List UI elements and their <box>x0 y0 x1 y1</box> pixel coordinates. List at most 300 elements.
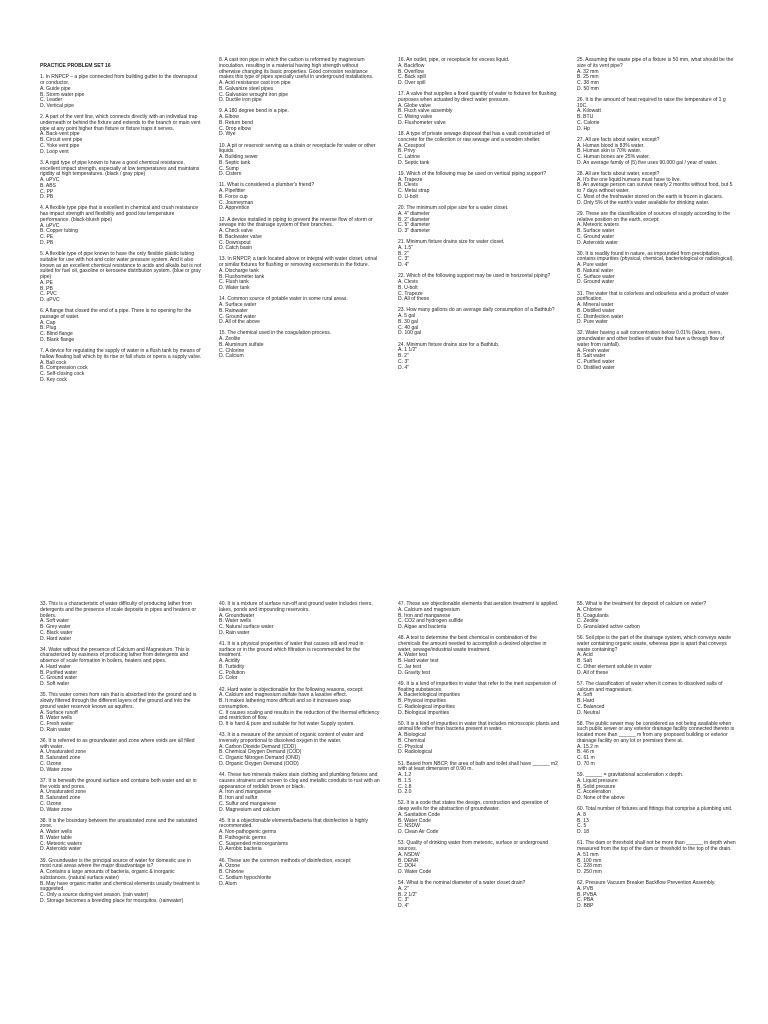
answer-option: D. 3" diameter <box>398 228 431 235</box>
answer-option: D. Rain water <box>40 726 71 733</box>
answer-option: C. Trapeze <box>398 290 423 297</box>
answer-option: D. Vertical pipe <box>40 103 74 109</box>
answer-option: B. Flush valve assembly <box>398 108 453 115</box>
question-item <box>219 819 381 854</box>
answer-option: C. CO2 and hydrogen sulfide <box>398 618 464 625</box>
answer-option: D. Hard water <box>40 635 72 642</box>
question-stem: 54. What is the nominal diameter of a water closet drain? <box>398 880 526 887</box>
question-stem: 56. Soil pipe is the part of the drainage system, which conveys waste water containing organic waste, whereas pipe is apart that conveys waste containing? <box>577 635 732 653</box>
answer-option: B. Distilled water <box>577 307 615 314</box>
question-item <box>398 841 560 876</box>
answer-option: B. 2 1/2" <box>398 891 418 898</box>
question-item <box>219 297 381 326</box>
answer-option: D. All of the above <box>219 319 260 326</box>
answer-option: D. 250 mm <box>577 869 602 876</box>
answer-option: D. Alum <box>219 880 237 887</box>
question-stem: 46. These are the common methods of disinfection, except: <box>219 857 352 864</box>
answer-option: A. Fresh water <box>577 347 610 354</box>
answer-option: D. Catch basin <box>219 245 253 252</box>
question-item <box>40 602 202 642</box>
answer-option: A. Back-vent pipe <box>40 131 80 138</box>
answer-option: D. Calcium <box>219 353 244 360</box>
answer-option: B. Surface water <box>577 228 615 235</box>
question-item <box>398 132 560 167</box>
answer-option: C. Galvanize wrought iron pipe <box>219 91 289 98</box>
answer-option: A. Water wells <box>40 829 73 836</box>
answer-option: C. 61 m <box>577 755 595 762</box>
answer-option: A. Unsaturated zone <box>40 789 87 796</box>
answer-option: D. Flushometer valve <box>398 119 446 126</box>
question-item <box>577 292 737 327</box>
answer-option: B. Aluminum sulfate <box>219 341 264 348</box>
question-item <box>219 859 381 888</box>
answer-option: A. Surface runoff <box>40 709 78 716</box>
answer-option: C. NSDW <box>398 823 420 830</box>
question-item <box>40 349 202 384</box>
answer-option: C. Only a source during wet season. (rain water) <box>40 892 149 899</box>
question-item <box>398 801 560 836</box>
answer-option: A. 1 1/2" <box>398 347 418 354</box>
question-stem: 37. It is beneath the ground surface and contains both water and air in the voids and pores. <box>40 777 197 790</box>
column-3 <box>398 58 560 377</box>
answer-option: C. Journeyman <box>219 199 254 206</box>
answer-option: C. Human bones are 25% water. <box>577 154 650 161</box>
answer-option: D. 50 mm <box>577 85 599 92</box>
answer-option: D. Ductile iron pipe <box>219 97 262 104</box>
answer-option: C. PE <box>40 234 54 241</box>
answer-option: B. Overflow <box>398 68 425 75</box>
question-stem: 31. The water that is colorless and odourless and a product of water purification. <box>577 290 729 303</box>
answer-option: B. Hard <box>577 698 595 705</box>
answer-option: C. Mixing valve <box>398 114 433 121</box>
answer-option: C. Sump <box>219 165 239 172</box>
answer-option: D. Water zone <box>40 806 73 813</box>
answer-option: B. Salt <box>577 658 592 665</box>
answer-option: B. It makes lathering more difficult and so it increases soap consumption. <box>219 698 351 710</box>
question-item <box>40 75 202 110</box>
question-item <box>40 693 202 733</box>
answer-option: A. Surface water <box>219 302 257 309</box>
answer-option: C. Black water <box>40 629 73 636</box>
question-item <box>40 115 202 155</box>
answer-option: C. Drop elbow <box>219 125 251 132</box>
answer-option: A. Guide pipe <box>40 85 71 92</box>
answer-option: A. Kilowatt <box>577 108 601 115</box>
column-3 <box>398 602 560 915</box>
answer-option: B. Saturated zone <box>40 755 81 762</box>
question-item <box>577 58 737 93</box>
answer-option: A. It's the one liquid humans must have to live. <box>577 176 681 183</box>
answer-option: C. Organic Nitrogen Demand (OND) <box>219 755 301 762</box>
question-stem: 59. ______ = gravitational acceleration x depth. <box>577 772 684 779</box>
question-item <box>219 733 381 768</box>
answer-option: B. Galvanize steel pipes <box>219 85 274 92</box>
answer-option: B. Compression cock <box>40 365 88 372</box>
question-stem: 20. The minimum soil pipe size for a water closet. <box>398 205 509 212</box>
answer-option: D. Organic Oxygen Demand (OOD) <box>219 760 299 767</box>
question-stem: 12. A device installed in piping to prevent the reverse flow of storm or sewage into the drainage system of their branches. <box>219 216 373 229</box>
answer-option: D. Pure water <box>577 319 608 326</box>
answer-option: C. Ozone <box>40 800 62 807</box>
answer-option: D. Ground water <box>577 279 615 286</box>
question-item <box>398 206 560 235</box>
answer-option: C. Balanced <box>577 703 605 710</box>
answer-option: B. Water wells <box>219 618 252 625</box>
answer-option: D. Radiological <box>398 749 432 756</box>
answer-option: D. Granulated active carbon <box>577 624 640 630</box>
answer-option: A. Groundwater <box>219 612 255 619</box>
answer-option: A. Chlorine <box>577 606 602 613</box>
answer-option: C. Downspout <box>219 239 251 246</box>
answer-option: C. Suspended microorganisms <box>219 840 289 847</box>
answer-option: B. An average person can survive nearly 2 months without food, but 5 to 7 days without water. <box>577 182 733 195</box>
answer-option: B. Pathogenic germs <box>219 834 266 841</box>
question-item <box>577 881 737 910</box>
answer-option: A. uPVC <box>40 177 60 184</box>
answer-option: C. DOH <box>398 863 416 870</box>
column-1 <box>40 58 202 395</box>
answer-option: A. Trapeze <box>398 176 423 183</box>
answer-option: C. 3" <box>398 358 410 365</box>
question-stem: 9. A 180 degree bend in a pipe. <box>219 108 289 115</box>
question-stem: 21. Minimum fixture drains size for water closet. <box>398 239 505 246</box>
answer-option: A. uPVC <box>40 222 60 229</box>
answer-option: C. Sodium hypochlorite <box>219 874 272 881</box>
answer-option: C. Blind flange <box>40 331 73 338</box>
answer-option: D. PB <box>40 239 54 246</box>
question-item <box>40 819 202 854</box>
answer-option: C. Ozone <box>40 760 62 767</box>
question-stem: 45. It is a objectionable elements/bacteria that disinfection is highly recommended. <box>219 817 368 830</box>
question-item <box>577 722 737 768</box>
answer-option: C. Disinfection water <box>577 313 624 320</box>
answer-option: D. 4" <box>398 903 410 910</box>
answer-option: A. Unsaturated zone <box>40 749 87 756</box>
answer-option: B. Water Code <box>398 817 431 824</box>
answer-option: B. Coagulants <box>577 612 609 619</box>
answer-option: C. It causes scaling and results in the reduction of the thermal efficiency and restriction of flow. <box>219 709 380 722</box>
answer-option: C. Most of the freshwater stored on the earth is frozen in glaciers. <box>577 193 724 200</box>
question-item <box>577 331 737 371</box>
answer-option: C. Latrine <box>398 154 420 161</box>
answer-option: B. DENR <box>398 857 419 864</box>
answer-option: B. Force cup <box>219 193 248 200</box>
answer-option: C. PBA <box>577 897 594 904</box>
question-stem: 49. It is a kind of impurities in water that refer to the inert suspension of floating substances. <box>398 680 557 693</box>
answer-option: A. Check valve <box>219 228 253 235</box>
question-item <box>219 218 381 253</box>
answer-option: A. 1.5" <box>398 244 413 251</box>
question-item <box>577 682 737 717</box>
answer-option: B. Water table <box>40 834 72 841</box>
question-stem: 44. These two minerals makes stain clothing and plumbing fixtures and causes strainers and screen to clog and metallic conduits to rust with an appearance of reddish brown or black. <box>219 772 380 790</box>
question-item <box>577 636 737 676</box>
answer-option: A. Zeolite <box>219 336 241 343</box>
answer-option: D. Clean Air Code <box>398 829 439 836</box>
answer-option: C. 38 mm <box>577 80 599 86</box>
answer-option: A. Cesspool <box>398 142 426 149</box>
question-item <box>398 602 560 631</box>
question-item <box>398 762 560 797</box>
answer-option: A. Soft <box>577 692 593 699</box>
answer-option: C. PP <box>40 188 54 195</box>
answer-option: A. Calcium and magnesium sulfate have a laxative effect. <box>219 692 348 699</box>
answer-option: C. Physical <box>398 743 424 750</box>
answer-option: C. Purified water <box>577 359 615 366</box>
answer-option: A. 2" <box>398 885 409 892</box>
answer-option: D. Apprentice <box>219 205 250 212</box>
answer-option: C. Surface water <box>577 273 615 280</box>
answer-option: A. Water test <box>398 652 427 659</box>
answer-option: D. An average family of (5) five uses 90,000 gal / year of water. <box>577 159 718 166</box>
question-item <box>219 642 381 682</box>
question-item <box>219 773 381 813</box>
question-stem: 28. All are facts about water, except? <box>577 170 660 177</box>
answer-option: A. PVB <box>577 885 594 892</box>
answer-option: C. 3" <box>398 897 410 904</box>
answer-option: C. Zeolite <box>577 618 599 625</box>
answer-option: D. Color <box>219 675 238 682</box>
question-stem: 6. A flange that closed the end of a pipe. There is no opening for the passage of water. <box>40 308 192 320</box>
answer-option: A. Mineral water <box>577 302 614 309</box>
answer-option: A. Discharge tank <box>219 267 259 274</box>
question-stem: 58. The public sewer may be considered as not being available when such public sewer or any exterior drainage facility connected thereto is located more than ______ m from any proposed building or exterior drainage facility on any lot or premises there at. <box>577 720 735 744</box>
answer-option: D. Hp <box>577 125 590 132</box>
question-stem: 48. A test to determine the best chemical in combination of the chemicals the amount needed to accomplish a desired objective in water, sewage/industrial waste treatment. <box>398 635 547 653</box>
answer-option: D. Key cock <box>40 376 67 383</box>
answer-option: C. PVC <box>40 291 57 298</box>
question-item <box>577 807 737 836</box>
answer-option: C. Chlorine <box>219 347 245 354</box>
question-item <box>40 859 202 905</box>
answer-option: B. Return bend <box>219 119 253 126</box>
answer-option: C. Ground water <box>577 233 615 240</box>
answer-option: B. Septic tank <box>219 159 251 166</box>
answer-option: D. Biological impurities <box>398 709 450 716</box>
answer-option: B. ABS <box>40 182 56 189</box>
question-item <box>398 308 560 337</box>
question-stem: 47. These are objectionable elements that aeration treatment is applied. <box>398 601 559 607</box>
answer-option: B. Iron and manganese <box>398 612 451 619</box>
question-item <box>219 109 381 138</box>
question-item <box>40 779 202 814</box>
answer-option: B. Privy <box>398 148 416 155</box>
answer-option: D. Septic tank <box>398 159 430 166</box>
question-item <box>577 212 737 247</box>
answer-option: C. Calorie <box>577 119 600 126</box>
answer-option: D. Cistern <box>219 171 242 178</box>
answer-option: B. Salt water <box>577 353 606 360</box>
question-stem: 36. It is referred to as groundwater and zone where voids are all filled with water. <box>40 737 195 750</box>
answer-option: C. Leader <box>40 97 63 104</box>
answer-option: D. 4" <box>398 364 410 371</box>
question-stem: 14. Common source of potable water in some rural areas. <box>219 296 348 303</box>
answer-option: B. Flushometer tank <box>219 273 265 280</box>
answer-option: A. PE <box>40 279 53 286</box>
answer-option: D. Distilled water <box>577 364 615 371</box>
answer-option: A. 1.2 <box>398 772 412 779</box>
answer-option: B. Human skin is 70% water. <box>577 148 642 155</box>
answer-option: C. 228 mm <box>577 863 602 870</box>
answer-option: D. Only 5% of the earth's water available for drinking water. <box>577 199 710 206</box>
question-stem: 60. Total number of fixtures and fittings that comprise a plumbing unit. <box>577 806 733 813</box>
answer-option: B. 2" <box>398 353 409 360</box>
question-stem: 50. It is a kind of impurities in water that includes microscopic plants and animal life other than bacteria present in water. <box>398 720 560 733</box>
answer-option: C. Pollution <box>219 669 245 676</box>
answer-option: B. 1.5 <box>398 777 412 784</box>
answer-option: C. Yoke vent pipe <box>40 142 80 149</box>
answer-option: C. Other element soluble in water <box>577 663 652 670</box>
answer-option: D. All of these <box>577 669 609 676</box>
answer-option: A. Iron and manganese <box>219 789 272 796</box>
answer-option: A. Biological <box>398 732 426 739</box>
answer-option: A. Globe valve <box>398 102 431 109</box>
answer-option: B. PB <box>40 285 53 292</box>
question-stem: 18. A type of private sewage disposal that has a vault constructed of concrete for the collection or raw sewage and a wooden shelter. <box>398 131 550 143</box>
answer-option: D. Water Code <box>398 869 432 876</box>
question-stem: 55. What is the treatment for deposit of calcium on water? <box>577 601 707 607</box>
answer-option: A. Cap <box>40 319 56 326</box>
answer-option: D. Rain water <box>219 629 250 636</box>
question-stem: 23. How many gallons do an average daily consumption of a Bathtub? <box>398 307 555 314</box>
question-stem: 33. This is a characteristic of water difficulty of producing lather from detergents and the presence of scale deposits in pipes and heaters or boilers. <box>40 601 196 619</box>
answer-option: B. 2" diameter <box>398 216 430 223</box>
question-item <box>398 881 560 910</box>
answer-option: C. Sulfur and manganese <box>219 800 277 807</box>
answer-option: B. Chlorine <box>219 869 244 876</box>
answer-option: D. None of the above <box>577 795 625 802</box>
question-stem: 40. It is a mixture of surface run-off and ground water includes rivers, lakes, ponds and impounding reservoirs. <box>219 601 373 613</box>
question-stem: 32. Water having a salt concentration below 0.01% (lakes, rivers, groundwater and other bodies of water that have a through flow of water from rainfall). <box>577 330 725 348</box>
question-stem: 17. A valve that supplies a fixed quantity of water to fixtures for flushing purposes when actuated by direct water pressure. <box>398 91 557 103</box>
answer-option: C. Ground water <box>40 675 78 682</box>
question-stem: 15. The chemical used in the coagulation process. <box>219 330 332 337</box>
question-item <box>219 331 381 360</box>
answer-option: A. 51 mm <box>577 851 599 858</box>
problem-set-title: PRACTICE PROBLEM SET 16 <box>40 62 111 69</box>
answer-option: C. Flush tank <box>219 279 249 286</box>
answer-option: C. 40 gal <box>398 324 419 331</box>
answer-option: D. Asteroids water <box>577 239 618 246</box>
answer-option: D. Magnesium and calcium <box>219 806 280 813</box>
answer-option: C. 5 <box>577 823 587 830</box>
question-stem: 2. A part of the vent line, which connects directly with an individual trap underneath or behind the fixture and extends to the branch or main vent pipe at any point higher than fixture or fixture traps it serves. <box>40 114 201 132</box>
question-stem: 51. Based from NBCP, the area of bath and toilet shall have ______ m2 with at least dimension of 0.90 m. <box>398 760 558 773</box>
answer-option: C. Acceleration <box>577 789 611 796</box>
answer-option: B. Physical impurities <box>398 698 446 705</box>
question-stem: 53. Quality of drinking water from meteoric, surface or underground sources. <box>398 840 549 853</box>
answer-option: D. All of these <box>398 296 430 303</box>
answer-option: B. May have organic matter and chemical elements usually treatment is suggested. <box>40 880 200 893</box>
answer-option: C. Ground water <box>219 313 257 320</box>
answer-option: B. U-bolt <box>398 284 418 291</box>
answer-option: B. Chemical <box>398 737 426 744</box>
answer-option: B. Backwater valve <box>219 233 262 240</box>
question-stem: 5. A flexible type of pipe known to have the only flexible plastic tubing suitable for use with hot and color water pressure system. And it also known as an excellent chemical resistance to acids and alkalis but is not suited for fuel oil, gasoline or kerosene distribution system. (blue or gray pipe) <box>40 251 202 281</box>
question-item <box>577 138 737 167</box>
answer-option: A. Carbon Dioxide Demand (CDD) <box>219 743 297 750</box>
question-item <box>398 92 560 127</box>
answer-option: B. BTU <box>577 114 594 121</box>
answer-option: A. Pipefitter <box>219 188 246 195</box>
answer-option: D. 2.0 <box>398 789 412 796</box>
question-stem: 13. In RNPCP, a tank located above or integral with water closet, urinal or similar fixtures for flushing or removing excrements in the fixture. <box>219 256 378 269</box>
answer-option: A. Contains a large amounts of bacteria, organic & inorganic substances. (natural surface water) <box>40 869 175 881</box>
question-item <box>398 722 560 757</box>
answer-option: B. Circuit vent pipe <box>40 137 83 144</box>
question-stem: 57. The classification of water when it comes to dissolved salts of calcium and magnesium. <box>577 680 723 693</box>
answer-option: D. 4" <box>398 262 410 269</box>
question-item <box>219 688 381 728</box>
column-2 <box>219 602 381 893</box>
answer-option: B. Plug <box>40 325 57 332</box>
question-stem: 4. A flexible type pipe that is excellent in chemical and crush resistance has impact strength and flexibility and good low temperature performance. (black-bluish pipe) <box>40 205 199 223</box>
answer-option: A. Clevis <box>398 279 418 286</box>
question-stem: 19. Which of the following may be used on vertical piping support? <box>398 170 547 177</box>
question-item <box>40 161 202 201</box>
question-stem: 38. It is the boundary between the unsaturated zone and the saturated zone. <box>40 817 198 830</box>
answer-option: C. 5" diameter <box>398 222 431 229</box>
answer-option: D. 100 gal <box>398 330 422 337</box>
answer-option: B. Hard water test <box>398 658 439 665</box>
question-item <box>219 183 381 212</box>
question-item <box>219 602 381 637</box>
answer-option: D. BBP <box>577 903 594 910</box>
answer-option: B. 25 mm <box>577 74 599 81</box>
question-stem: 41. It is a physical properties of water that causes silt and mud in surface or in the ground which filtration is recommended for the treatment. <box>219 640 364 659</box>
question-stem: 7. A device for regulating the supply of water in a flush tank by means of hallow floating ball which by its rise or fall shuts or opens a supply valve. <box>40 348 202 360</box>
answer-option: C. Natural surface water <box>219 624 274 630</box>
answer-option: B. 30 gal <box>398 318 418 325</box>
question-stem: 39. Groundwater is the principal source of water for domestic use in most rural areas where the major disadvantage is? <box>40 857 191 870</box>
answer-option: A. Elbow <box>219 114 239 121</box>
answer-option: B. Turbidity <box>219 663 245 670</box>
answer-option: B. Chemical Oxygen Demand (COD) <box>219 749 302 756</box>
answer-option: D. uPVC <box>40 297 60 304</box>
question-item <box>398 636 560 676</box>
question-item <box>398 343 560 372</box>
question-stem: 8. A cast iron pipe in which the carbon is reformed by magnesium inoculation, resulting in a material having high strength without otherwise changing its basic properties. Good corrosion resistance makes this type of pipes specially useful in underground installations. <box>219 57 374 81</box>
answer-option: A. Calcium and magnesium <box>398 606 460 613</box>
answer-option: C. Jar test <box>398 663 421 670</box>
answer-option: A. Ball cock <box>40 359 67 366</box>
answer-option: B. Grey water <box>40 624 71 630</box>
answer-option: C. Back spill <box>398 74 426 81</box>
answer-option: C. 3" <box>398 256 410 263</box>
question-item <box>398 682 560 717</box>
question-item <box>577 172 737 207</box>
answer-option: A. Pure water <box>577 262 608 269</box>
answer-option: D. Asteroids water <box>40 846 81 853</box>
answer-option: C. 1.8 <box>398 783 412 790</box>
answer-option: B. 46 m <box>577 749 595 756</box>
answer-option: B. Solid pressure <box>577 783 616 790</box>
answer-option: A. Liquid pressure <box>577 777 618 784</box>
question-stem: 43. It is a measure of the amount of organic content of water and inversely proportional to dissolved oxygen in the water. <box>219 732 364 744</box>
question-item <box>398 58 560 87</box>
question-stem: 52. It is a code that states the design, construction and operation of deep wells for the abstraction of groundwater. <box>398 800 549 813</box>
question-stem: 29. These are the classification of sources of supply according to the relative position on the earth, except: <box>577 210 731 223</box>
answer-option: A. NSDW <box>398 851 420 858</box>
question-item <box>577 841 737 876</box>
question-stem: 26. It is the amount of heat required to raise the temperature of 1 g 10C. <box>577 96 726 109</box>
answer-option: B. Rainwater <box>219 307 248 314</box>
answer-option: D. Water zone <box>40 766 73 773</box>
answer-option: C. Radiological impurities <box>398 703 455 710</box>
question-stem: 11. What is considered a plumber's friend? <box>219 182 315 189</box>
answer-option: A. Human blood is 83% water. <box>577 142 645 149</box>
question-stem: 61. The dam or threshold shall not be more than ______ in depth when measured from the top of the dam or threshold to the top of the drain. <box>577 840 736 853</box>
